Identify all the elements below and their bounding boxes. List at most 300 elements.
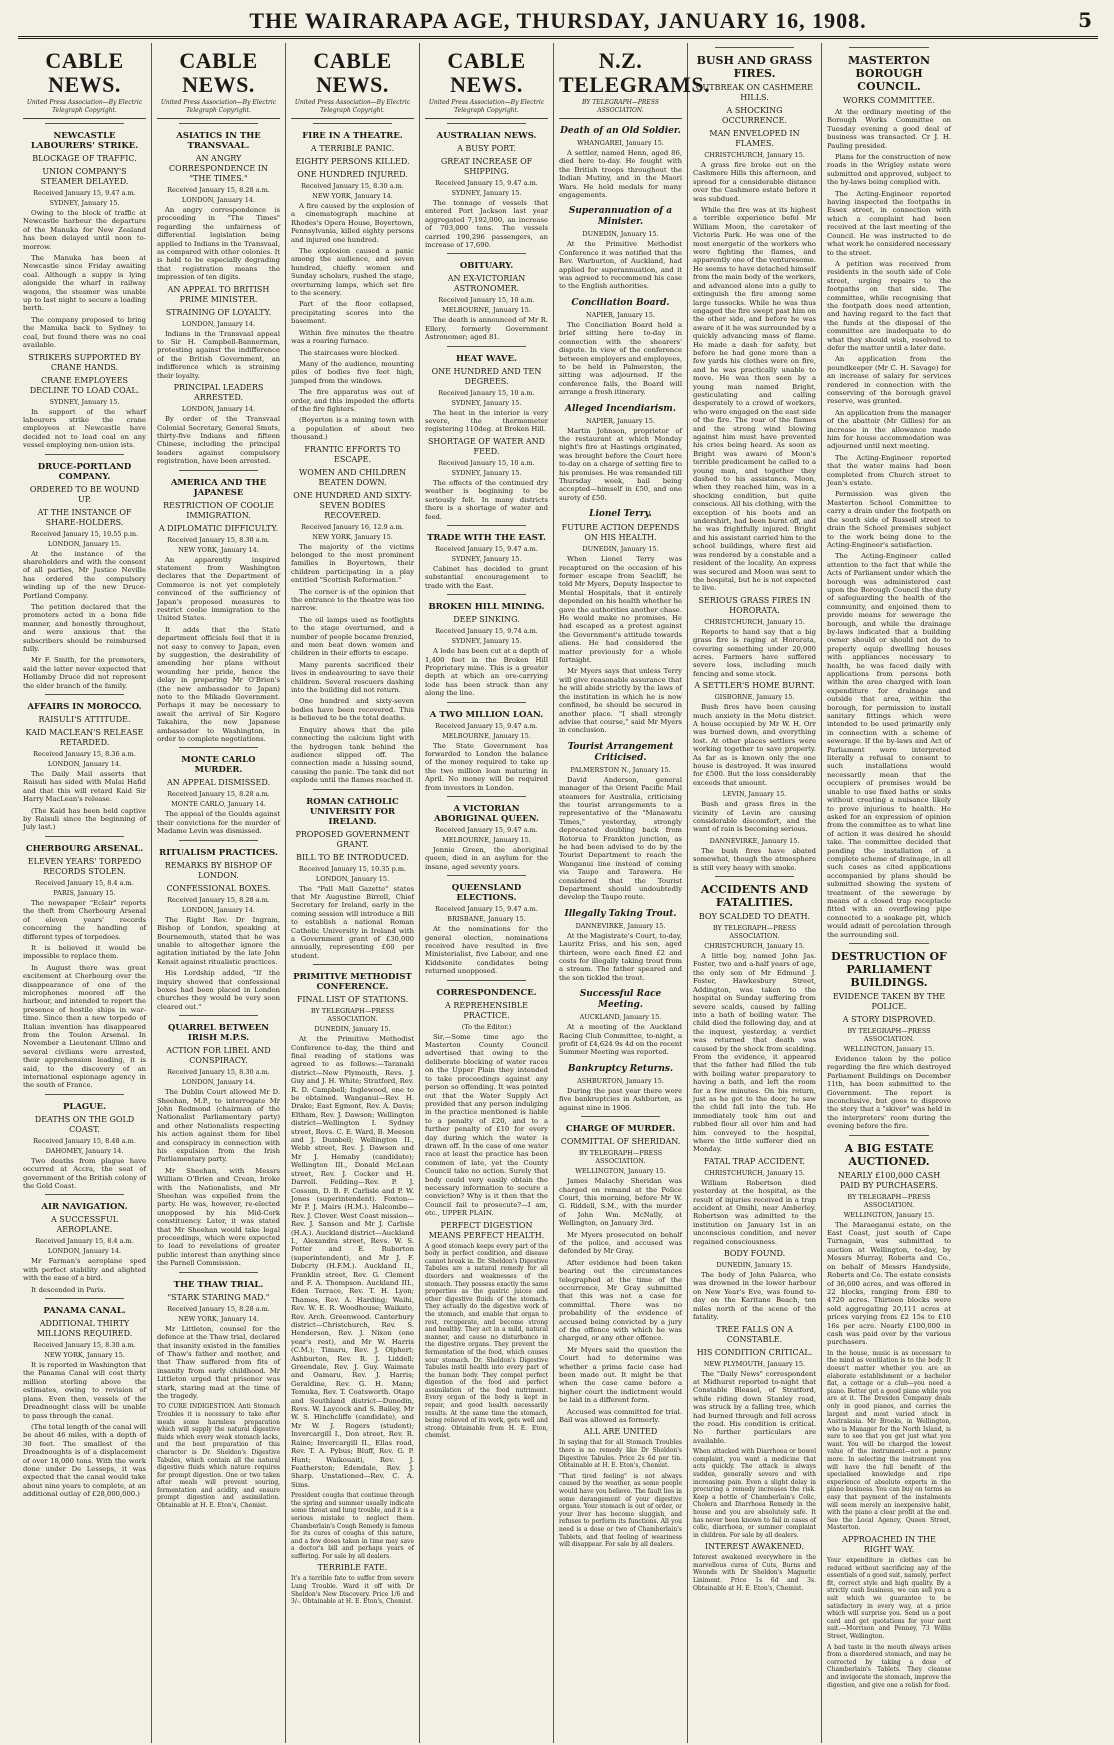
divider — [715, 876, 794, 877]
article-text: A lode has been cut at a depth of 1,400 feet in the Broken Hill Proprietary mine. This is a greater depth at which an ore-carrying lode has been struck than any along the line. — [425, 647, 548, 698]
divider — [447, 980, 526, 981]
divider — [447, 702, 526, 703]
article-subheading: OUTBREAK ON CASHMERE HILLS. — [695, 83, 814, 102]
article-text: Enquiry shows that the pile connecting the calcium light with the hydrogen tank behind the audience slipped off. The connection made a hissing sound, causing the panic. The tank did not explode until the flames reached it. — [291, 725, 414, 785]
dateline: MELBOURNE, January 15. — [442, 731, 531, 740]
article-text: (The total length of the canal will be about 46 miles, with a depth of 30 feet. The smallest of the Dreadnoughts is of a displacement of over 18,000 tons. With the work done under De Lesseps, it was expected that the canal would take about nine years to complete, at an additional outlay of £28,000,000.) — [23, 1422, 146, 1499]
article-subheading: A STORY DISPROVED. — [842, 1015, 936, 1024]
article-subheading: A SHOCKING OCCURRENCE. — [722, 106, 787, 125]
telegram-headline: Bankruptcy Returns. — [567, 1063, 674, 1074]
article-text: An application from the manager of the abattoir (Mr Gillies) for an increase in the allowance made him for house accommodation was adjourned until next meeting. — [827, 408, 951, 451]
article-subheading: ELEVEN YEARS' TORPEDO RECORDS STOLEN. — [27, 856, 142, 876]
dateline: LONDON, January 14. — [181, 405, 256, 414]
dateline: Received January 15, 8.28 a.m. — [167, 1304, 270, 1313]
dateline: BY TELEGRAPH—PRESS ASSOCIATION. — [847, 1192, 931, 1209]
dateline: DANNEVIRKE, January 15. — [709, 836, 800, 845]
divider — [715, 47, 794, 48]
article-text: The Right Rev. Dr Ingram, Bishop of London, speaking at Bournemouth, stated that he was unable to altogether ignore the agitation initiated by the late John Kensit against ritualistic practices. — [157, 915, 280, 966]
divider — [447, 796, 526, 797]
dateline: SYDNEY, January 15. — [49, 199, 120, 207]
article-headline: QUEENSLAND ELECTIONS. — [451, 883, 522, 904]
article-text: The Daily Mail asserts that Raisuli has sided with Mulai Hafid and that this will retard Kaid Sir Harry MacLean's release. — [23, 770, 146, 804]
dateline: CHRISTCHURCH, January 15. — [704, 617, 805, 626]
dateline: Received January 15, 8.30 a.m. — [167, 535, 270, 544]
dateline: Received January 15, 8.48 a.m. — [33, 1136, 136, 1145]
dateline: WHANGAREI, January 15. — [577, 139, 664, 147]
divider — [313, 789, 392, 790]
advertisement-text: "That tired feeling" is not always caused by the weather, as some people would have you believe. The fault lies in some derangement of your digestive organs. Your stomach is out of order, or your liver has become sluggish, and refuses to perform its functions. All you need is a dose or two of Chamberlain's Tablets, and that feeling of weariness will disappear. For sale by all dealers. — [559, 1472, 682, 1549]
article-headline: CHARGE OF MURDER. — [565, 1124, 676, 1135]
article-text: Mr Myers prosecuted on behalf of the police, and accused was defended by Mr Gray. — [559, 1230, 682, 1256]
news-column — [420, 43, 554, 1743]
dateline: NEW YORK, January 15. — [44, 1351, 125, 1360]
dateline: CHRISTCHURCH, January 15. — [704, 151, 805, 159]
dateline: LONDON, January 15. — [315, 874, 390, 883]
article-text: An application from the poundkeeper (Mr C. H. Savage) for an increase of salary for services rendered in connection with the conserving of the borough gravel reserve, was granted. — [827, 355, 951, 406]
article-text: When Lionel Terry was recaptured on the occasion of his former escape from Seacliff, he told Mr Myers, Deputy Inspector to Mental Hospitals, that it entirely depended on his health whether he gave the authorities another chase. He would make no promises. He had escaped as a protest against the Government's attitude towards aliens. He had considered the matter previously for a whole fortnight. — [559, 555, 682, 665]
divider — [45, 1094, 124, 1095]
dateline: NEW YORK, January 14. — [178, 1314, 259, 1323]
dateline: LONDON, January 14. — [47, 1247, 122, 1256]
article-subheading: RESTRICTION OF COOLIE IMMIGRATION. — [163, 500, 274, 520]
article-text: A fire caused by the explosion of a cinematograph machine at Rhodes's Opera House, Boyertown, Pennsylvania, killed eighty persons and injured one hundred. — [291, 202, 414, 244]
article-headline: AFFAIRS IN MOROCCO. — [27, 702, 142, 713]
article-text: A grass fire broke out on the Cashmere Hills this afternoon, and spread for a considerable distance over the Cashmere estate before it was subdued. — [693, 161, 816, 203]
divider — [179, 1272, 258, 1273]
article-subheading: ADDITIONAL THIRTY MILLIONS REQUIRED. — [36, 1319, 133, 1339]
article-text: The tonnage of vessels that entered Port Jackson last year aggregated 7,192,000, an increase of 703,000 tons. The vessels carried 190,296 passengers, an increase of 17,690. — [425, 199, 548, 250]
dateline: NAPIER, January 15. — [585, 416, 655, 425]
article-text: The effects of the continued dry weather is beginning to be seriously felt. In many districts there is a shortage of water and feed. — [425, 478, 548, 521]
article-text: A petition was received from residents in the south side of Cole street, urging repairs to the footpaths on that side. The committee, while recognising that the footpath does need attention, and having regard to the fact that the funds at the disposal of the committee are inadequate to do what they should wish, resolved to defer the matter until a later date. — [827, 259, 951, 352]
article-subheading: HIS CONDITION CRITICAL. — [696, 1347, 813, 1357]
dateline: SYDNEY, January 15. — [451, 189, 522, 197]
column-subtitle: United Press Association—By Electric Telegraph Copyright. — [291, 99, 414, 119]
section-headline: DESTRUCTION OF PARLIAMENT BUILDINGS. — [831, 950, 947, 989]
article-headline: OBITUARY. — [459, 261, 514, 272]
telegram-headline: Superannuation of a Minister. — [568, 206, 673, 228]
article-text: While the fire was at its highest a terrible experience befel Mr William Moon, the caretaker of Victoria Park. He was one of the most energetic of the workers who were fighting the flames, and apparently one of the venturesome. He seems to have detached himself from the main body of the workers, and advanced alone into a gully to extinguish the fire among some large tussocks. While he was thus engaged the fire swept past him on the other side, and before he was aware of it he was surrounded by a quickly advancing mass of flame. He made a dash for safety, but before he had gone more than a few yards his clothes were on fire, and he was practically unable to move. He was then seen by a young man named Bright, gesticulating and calling desperately to a crowd of workers, who were engaged on the east side of the fire. The roar of the flames and the strong wind blowing against him must have prevented his cries being heard. As soon as Bright was aware of Moon's terrible predicament he called to a young man, and together they dashed to his assistance. Moon, when they reached him, was in a shocking condition, but quite conscious. All his clothing, with the exception of his boots and an undershirt, had been burnt off, and he was frightfully injured. Bright and his assistant carried him to the school buildings, where first aid was rendered by a constable and a resident of the locality. An express was secured and Moon was sent to the hospital, but he is not expected to live. — [693, 206, 816, 593]
dateline: ASHBURTON, January 15. — [577, 1076, 664, 1085]
article-text: Bush and grass fires in the vicinity of Levin are causing considerable discomfort, and the want of rain is becoming serious. — [693, 800, 816, 834]
dateline: LONDON, January 14. — [181, 1078, 256, 1087]
advertisement-text: In saying that for all Stomach Troubles there is no remedy like Dr Sheldon's Digestive Tabules. Price 2s 6d per tin. Obtainable at H. E. Eton's, Chemist. — [559, 1439, 682, 1470]
dateline: Received January 15, 9.47 a.m. — [435, 179, 538, 187]
article-headline: TRADE WITH THE EAST. — [427, 532, 546, 543]
section-headline: ACCIDENTS AND FATALITIES. — [700, 883, 809, 910]
article-headline: MONTE CARLO MURDER. — [181, 755, 256, 776]
news-column — [286, 43, 420, 1743]
article-text: In support of the wharf labourers strike the crane employees at Newcastle have decided not to load coal on any vessel employing non-union ists. — [23, 407, 146, 450]
article-text: Mr F. Smith, for the promoters, said the latter never expected that Hollamby Druce did not represent the elder branch of the family. — [23, 656, 146, 690]
dateline: LONDON, January 14. — [47, 760, 122, 769]
article-subheading: EVIDENCE TAKEN BY THE POLICE. — [832, 992, 946, 1011]
article-headline: A TWO MILLION LOAN. — [429, 709, 544, 720]
article-subheading: GREAT INCREASE OF SHIPPING. — [440, 157, 533, 176]
article-text: The Maraeganui estate, on the East Coast, just south of Cape Turnagain, was submitted to auction at Wellington, to-day, by Messrs Murray, Roberts and Co., on behalf of Messrs Handyside, Roberts and Co. The estate consists of 36,600 acres, and was offered in 22 blocks, ranging from £80 to 4720 acres. Thirteen blocks were sold aggregating 20,111 acres at prices varying from £2 15s to £10 16s per acre. Nearly £100,000 in cash was paid over by the various purchasers. — [827, 1220, 951, 1347]
divider — [45, 836, 124, 837]
dateline: Received January 15, 9.47 a.m. — [435, 905, 538, 914]
article-subheading: SHORTAGE OF WATER AND FEED. — [427, 436, 546, 456]
article-subheading: RAISULI'S ATTITUDE. — [38, 715, 131, 725]
divider — [849, 1135, 929, 1136]
dateline: BRISBANE, January 15. — [447, 915, 526, 924]
dateline: WELLINGTON, January 15. — [575, 1167, 666, 1176]
section-headline: MASTERTON BOROUGH COUNCIL. — [848, 54, 930, 93]
advertisement-text: President coughs that continue through the spring and summer usually indicate some throat and lung trouble, and it is a serious mistake to neglect them. Chamberlain's Cough Remedy is famous for its cures of coughs of this nature, and a few doses taken in time may save a doctor's bill and perhaps years of suffering. For sale by all dealers. — [291, 1492, 414, 1560]
article-subheading: APPROACHED IN THE RIGHT WAY. — [842, 1535, 936, 1554]
dateline: SYDNEY, January 15. — [451, 554, 522, 563]
article-text: Mr Myers said the question the Court had to determine was whether a prima facie case had been made out. It might be that when the case came before a higher court the indictment would be laid in a different form. — [559, 1345, 682, 1405]
article-subheading: TREE FALLS ON A CONSTABLE. — [716, 1324, 793, 1344]
article-text: The Conciliation Board held a brief sitting here to-day in connection with the shearers' dispute. In view of the conference between employers and employees, to be held in Palmerston, the sitting was adjourned. If the conference fails, the Board will arrange a fresh itinerary. — [559, 320, 682, 397]
dateline: SYDNEY, January 15. — [451, 637, 522, 646]
article-text: Mr Myers says that unless Terry will give reasonable assurance that he will abide strictly by the laws of the institution in which he is now confined, he should be secured in another place. "I shall strongly advise that course," said Mr Myers in conclusion. — [559, 667, 682, 735]
news-column — [152, 43, 286, 1743]
article-text: The appeal of the Goulds against their convictions for the murder of Madame Levin was dismissed. — [157, 810, 280, 836]
article-headline: RITUALISM PRACTICES. — [159, 847, 278, 858]
divider — [849, 47, 929, 48]
divider — [447, 875, 526, 876]
dateline: NAPIER, January 15. — [585, 310, 655, 319]
advertisement-text: A bad taste in the mouth always arises from a disordered stomach, and may be corrected by taking a dose of Chamberlain's Tablets. They cleanse and invigorate the stomach, improve the digestion, and give one a relish for food. — [827, 1643, 951, 1689]
article-subheading: A SUCCESSFUL AEROPLANE. — [50, 1215, 119, 1235]
article-text: Many of the audience, mounting piles of bodies five feet high, jumped from the windows. — [291, 359, 414, 385]
article-text: Sir,—Some time ago the Masterton County Council advertised that owing to the deliberate blocking of water races on the Upper Plain they intended to take proceedings against any person so offending. It was pointed out that the Water Supply Act provided that any person indulging in the practice mentioned is liable to a penalty of £20, and to a further penalty of £10 for every day during which the water is drawn off. In the case of one water race at least the practice has been common of late, yet the County Council take no action. Surely that body could very easily obtain the necessary information to secure a conviction? Why is it then that the Council fail to prosecute?—I am, etc., UPPER PLAIN. — [425, 1032, 548, 1218]
dateline: NEW YORK, January 15. — [312, 532, 393, 541]
article-text: At a meeting of the Auckland Racing Club Committee, to-night, a profit of £4,624 9s 4d on the recent Summer Meeting was reported. — [559, 1023, 682, 1057]
article-text: The Dublin Court allowed Mr D. Sheehan, M.P., to interrogate Mr John Redmond (chairman of the Nationalist Parliamentary party) and other Nationalists respecting his action against them for libel and conspiracy in connection with his expulsion from the Irish Parliamentary party. — [157, 1088, 280, 1164]
dateline: PALMERSTON N., January 15. — [570, 765, 671, 774]
dateline: Received January 15, 9.47 a.m. — [435, 721, 538, 730]
advertisement-text: A good stomach keeps every part of the body in perfect condition, and disease cannot break in. Dr. Sheldon's Digestive Tabules are a natural remedy for all disorders and weaknesses of the stomach. They possess exactly the same properties as the gastric juices and other digestive fluids of the stomach. They actually do the digestive work of the stomach, and enable that organ to rest, recuperate, and become strong and healthy. They act in a mild, natural manner, and cause no disturbance in the digestive organs. They prevent the fermentation of the food, which causes sour stomach. Dr. Sheldon's Digestive Tabules instil health into every part of the human body. They compel perfect digestion of the food and perfect assimilation of the food nutriment. Every organ of the body is kept in repair, and good health necessarily results. At the same time the stomach, being relieved of its work, gets well and strong. Obtainable from H. E. Eton, chemist. — [425, 1242, 548, 1440]
dateline: SYDNEY, January 15. — [49, 397, 120, 406]
article-subheading: STRAINING OF LOYALTY. — [165, 307, 272, 317]
advertisement-text: In the house, music is as necessary to the mind as ventilation is to the body. It doesn't matter whether you are an elaborate establishment or a bachelor flat, a cottage or a club—you need a piano. Better get a good piano while you are at it. The Dresden Company deals only in good pianos, and carries the largest and most varied stock in Australasia. Mr Brooks, in Wellington, who is Manager for the North Island, is sure to see that you get just what you want. You will be charged the lowest value of the instrument—not a penny more. In selecting the instrument you will have the full benefit of the specialised knowledge and ripe experience of absolute experts in the piano business. You can buy on terms as easy that payment of the instalments will seem merely an inexpensive habit, with the piano a clear profit at the end. See the Local Agency, Queen Street, Masterton. — [827, 1349, 951, 1532]
article-subheading: AN ANGRY CORRESPONDENCE IN "THE TIMES." — [169, 154, 268, 183]
article-headline: NEWCASTLE LABOURERS' STRIKE. — [30, 131, 139, 151]
column-title: CABLE NEWS. — [313, 48, 392, 97]
divider — [447, 123, 526, 124]
dateline: MELBOURNE, January 15. — [442, 836, 531, 844]
article-subheading: UNION COMPANY'S STEAMER DELAYED. — [40, 167, 129, 186]
article-text: At the Primitive Methodist Conference it was notified that the Rev. Warburton, of Auckland, had applied for superannuation, and it was agreed to recommend his case to the English authorities. — [559, 240, 682, 291]
article-text: It descended in Paris. — [31, 1285, 106, 1294]
article-text: The Acting-Engineer called attention to the fact that while the Acts of Parliament under which the borough was administered cast upon the Borough Council the duty of safeguarding the health of the community, and enjoined them to provide means for sewerage the borough, and while the drainage by-laws indicated that a building owner should or should not do to properly equip dwelling houses with appliances necessary to health, he was faced daily with applications from persons both within the area charged with loan expenditure for drainage and outside that area, within the borough, for permission to install sanitary fittings which were intended to be used primarily only in connection with a scheme of sewerage. If the by-laws and Act of Parliament were interpreted literally a refusal to consent to such installations would necessarily mean that the occupiers of premises would be unable to use fixed baths or sinks without creating a nuisance likely to prove injurious to health. He asked for an expression of opinion from the committee as to what line of action it was desired he should take. The committee decided that pending the installation of a complete scheme of drainage, in all such cases as cited applications accompanied by plans should be submitted showing the system of treatment of the sewerage by means of a closed trap receptacle fitted with an overflowing pipe connected to a soakage pit, which would admit of percolation through the surrounding soil. — [827, 552, 951, 939]
dateline: DUNEDIN, January 15. — [716, 1261, 793, 1270]
article-headline: A VICTORIAN ABORIGINAL QUEEN. — [434, 804, 539, 824]
telegram-headline: Successful Race Meeting. — [579, 989, 662, 1011]
article-text: A settler, named Henn, aged 86, died here to-day. He fought with the British troops throughout the Indian Mutiny, and in the Maori Wars. He held medals for many engagements. — [559, 149, 682, 200]
divider — [179, 1015, 258, 1016]
dateline: LEVIN, January 15. — [722, 790, 787, 799]
article-subheading: ONE HUNDRED AND TEN DEGREES. — [431, 366, 542, 386]
article-subheading: BODY FOUND. — [723, 1249, 786, 1259]
article-subheading: AN EX-VICTORIAN ASTRONOMER. — [447, 274, 526, 294]
dateline: LONDON, January 14. — [181, 905, 256, 914]
article-text: It is believed it would be impossible to replace them. — [23, 943, 146, 961]
article-headline: FIRE IN A THEATRE. — [302, 131, 403, 141]
dateline: Received January 15, 8.30 a.m. — [33, 1341, 136, 1350]
dateline: BY TELEGRAPH—PRESS ASSOCIATION. — [847, 1027, 931, 1043]
dateline: Received January 15, 8.28 a.m. — [167, 186, 270, 194]
article-subheading: CRANE EMPLOYEES DECLINE TO LOAD COAL. — [29, 375, 140, 395]
telegram-headline: Illegally Taking Trout. — [564, 908, 677, 919]
divider — [179, 123, 258, 124]
article-text: During the past year there were five bankruptcies in Ashburton, as against nine in 1906. — [559, 1086, 682, 1112]
column-title: N.Z. TELEGRAMS. — [559, 48, 711, 97]
article-text: The fire apparatus was out of order, and this impeded the efforts of the fire fighters. — [291, 388, 414, 413]
telegram-headline: Lionel Terry. — [589, 509, 652, 520]
article-subheading: A BUSY PORT. — [457, 144, 516, 153]
article-text: The Acting-Engineer reported that the water mains had been completed from Church street to Jean's estate. — [827, 453, 951, 488]
advertisement-text: TO CURE INDIGESTION. Anti Stomach Troubles it is necessary to take after meals some harmless preparation which will supply the natural digestive fluids which every weak stomach lacks, and the best preparation of this character is Dr. Sheldon's Digestive Tabules, which contain all the natural digestive fluids which nature requires for prompt digestion. One or two taken after meals will prevent souring, fermentation and acidity, and ensure prompt digestion and assimilation. Obtainable at H. E. Eton's, Chemist. — [157, 1403, 280, 1510]
article-subheading: REMARKS BY BISHOP OF LONDON. — [164, 860, 273, 880]
dateline: NEW YORK, January 14. — [178, 545, 259, 554]
dateline: NEW YORK, January 14. — [312, 192, 393, 200]
article-text: The corner is of the opinion that the entrance to the theatre was too narrow. — [291, 587, 414, 613]
article-subheading: STRIKERS SUPPORTED BY CRANE HANDS. — [28, 352, 141, 372]
article-headline: CHERBOURG ARSENAL. — [25, 843, 144, 854]
column-title: CABLE NEWS. — [179, 48, 258, 97]
article-headline: CORRESPONDENCE. — [436, 987, 537, 998]
article-text: The State Government has forwarded to London the balance of the money required to take up the two million loan maturing in April. No money will be required from investors in London. — [425, 741, 548, 792]
article-text: The Acting-Engineer reported having inspected the footpaths in Essex street, in connection with which a complaint had been received at the last meeting of the Council. He was instructed to do what work he considered necessary to the street. — [827, 189, 951, 257]
dateline: DUNEDIN, January 15. — [582, 230, 659, 239]
article-subheading: WORKS COMMITTEE. — [842, 96, 936, 105]
article-text: The heat in the interior is very severe, the thermometer registering 110deg. at Broken Hill. — [425, 408, 548, 434]
article-subheading: COMMITTAL OF SHERIDAN. — [560, 1137, 681, 1147]
article-text: After evidence had been taken bearing out the circumstances telegraphed at the time of the occurrence, Mr Gray submitted that this was not a case for committal. There was no probability of the evidence of accused being convicted by a jury of the offence with which he was charged, or any other offence. — [559, 1258, 682, 1343]
dateline: Received January 15, 9.47 a.m. — [33, 189, 136, 197]
article-text: The newspaper "Eclair" reports the theft from Cherbourg Arsenal of eleven years' records concerning the handling of different types of torpedoes. — [23, 898, 146, 941]
article-text: Cabinet has decided to grant substantial encouragement to trade with the East. — [425, 564, 548, 590]
divider — [581, 1116, 660, 1117]
dateline: Received January 15, 9.47 a.m. — [435, 826, 538, 834]
dateline: Received January 15, 10 a.m. — [438, 458, 535, 467]
article-headline: BROKEN HILL MINING. — [428, 602, 545, 613]
article-text: Many parents sacrificed their lives in endeavouring to save their children. Several rescuers dashing into the building did not return. — [291, 660, 414, 695]
article-text: The company proposed to bring the Manuka back to Sydney to coal, but found there was no coal available. — [23, 315, 146, 350]
article-headline: AUSTRALIAN NEWS. — [436, 131, 537, 141]
article-subheading: AT THE INSTANCE OF SHARE-HOLDERS. — [37, 507, 132, 527]
divider — [179, 747, 258, 748]
article-text: One hundred and sixty-seven bodies have been recovered. This is believed to be the total deaths. — [291, 697, 414, 723]
news-column — [18, 43, 152, 1743]
column-subtitle: United Press Association—By Electric Telegraph Copyright. — [23, 99, 146, 119]
dateline: AUCKLAND, January 15. — [579, 1013, 662, 1022]
article-subheading: ALL ARE UNITED — [583, 1427, 658, 1437]
article-subheading: A SETTLER'S HOME BURNT. — [694, 681, 815, 691]
article-text: (Boyerton is a mining town with a population of about two thousand.) — [291, 416, 414, 442]
article-text: The death is announced of Mr R. Ellery, formerly Government Astronomer; aged 81. — [425, 316, 548, 342]
dateline: Received January 15, 9.74 a.m. — [435, 627, 538, 636]
article-text: Jennie Green, the aboriginal queen, died in an asylum for the insane, aged seventy years. — [425, 846, 548, 871]
article-text: Evidence taken by the police regarding the fire which destroyed Parliament Buildings on December 11th, has been submitted to the Government. The report is inconclusive, but goes to disprove the story that a "skiver" was held in the interpreters' room during the evening before the fire. — [827, 1055, 951, 1131]
article-subheading: FRANTIC EFFORTS TO ESCAPE. — [304, 444, 401, 464]
divider — [849, 943, 929, 944]
article-text: William Robertson died yesterday at the hospital, as the result of injuries received in a trap accident at Omihi, near Amberley. Robertson was admitted to the institution on January 1st in an unconscious condition, and never regained consciousness. — [693, 1178, 816, 1246]
dateline: LONDON, January 14. — [181, 319, 256, 328]
article-text: The "Pall Mall Gazette" states that Mr Augustine Birrell, Chief Secretary for Ireland, early in the coming session will introduce a Bill to establish a national Roman Catholic University in Ireland with a Government grant of £30,000 annually, representing £60 per student. — [291, 884, 414, 960]
column-subtitle: United Press Association—By Electric Telegraph Copyright. — [157, 99, 280, 119]
article-subheading: ONE HUNDRED AND SIXTY-SEVEN BODIES RECOVERED. — [293, 490, 412, 520]
dateline: LONDON, January 15. — [47, 539, 122, 548]
article-subheading: TERRIBLE FATE. — [317, 1563, 388, 1573]
telegram-headline: Death of an Old Soldier. — [560, 126, 681, 136]
dateline: BY TELEGRAPH—PRESS ASSOCIATION. — [578, 1149, 663, 1166]
dateline: Received January 15, 8.30 a.m. — [167, 1068, 270, 1077]
divider — [45, 454, 124, 455]
dateline: NEW PLYMOUTH, January 15. — [703, 1359, 806, 1368]
article-subheading: ORDERED TO BE WOUND UP. — [29, 484, 140, 504]
article-subheading: A REPREHENSIBLE PRACTICE. — [445, 1000, 528, 1020]
article-subheading: FINAL LIST OF STATIONS. — [296, 995, 409, 1005]
article-subheading: MAN ENVELOPED IN FLAMES. — [709, 129, 800, 148]
article-text: At the ordinary meeting of the Borough Works Committee on Tuesday evening a good deal of business was transacted. Cr J. H. Pauling presided. — [827, 108, 951, 150]
dateline: Received January 15, 8.28 a.m. — [167, 790, 270, 799]
article-text: At the nominations for the general election, nominations received have resulted in five Ministerialist, five Labour, and one Kiddsonite candidates being returned unopposed. — [425, 925, 548, 976]
dateline: CHRISTCHURCH, January 15. — [704, 942, 805, 951]
article-text: It is reported in Washington that the Panama Canal will cost thirty million sterling above the estimates, owing to revision of plans. Even then, vessels of the Dreadnought class will be unable to pass through the canal. — [23, 1361, 146, 1420]
dateline: (To the Editor.) — [461, 1022, 512, 1031]
dateline: MONTE CARLO, January 14. — [171, 800, 266, 809]
article-subheading: PERFECT DIGESTION MEANS PERFECT HEALTH. — [428, 1220, 545, 1240]
article-text: At the instance of the shareholders and with the consent of all parties, Mr Justice Neville has ordered the compulsory winding up of the new Druce-Portland Company. — [23, 549, 146, 600]
article-text: Martin Johnson, proprietor of the restaurant at which Monday night's fire at Hastings originated, was brought before the Court here to-day on a charge of setting fire to his premises. He was remanded till Thursday week, bail being accepted—himself in £50, and one surety of £50. — [559, 426, 682, 502]
divider — [447, 253, 526, 254]
article-text: The petition declared that the promoters acted in a bona fide manner, and honestly throughout, and were anxious that the subscribers should be reimbursed fully. — [23, 602, 146, 653]
telegram-headline: Tourist Arrangement Criticised. — [567, 741, 674, 763]
article-headline: PRIMITIVE METHODIST CONFERENCE. — [293, 972, 412, 993]
article-subheading: WOMEN AND CHILDREN BEATEN DOWN. — [299, 467, 406, 487]
article-text: A little boy, named John Jas. Foster, two and a-half years of age, the only son of Mr Edmund J. Foster, Hawkesbury Street, Addington, was taken to the hospital on Sunday suffering from severe scalds, caused by falling into a bath of boiling water. The child died the following day, and at the inquest, yesterday, a verdict was returned that death was caused by the shock from scalding. From the evidence, it appeared that the father had filled the tub with boiling water preparatory to having a bath, and left the room for a few minutes. On his return, just as he got to the door, he saw the child fall into the tub. He immediately took him out and rubbed flour all over him and had him conveyed to the hospital, where the little sufferer died on Monday. — [693, 952, 816, 1154]
advertisement-text: Interest awakened everywhere in the marvellous cures of Cuts, Burns and Wounds with Dr Sheldon's Magnetic Liniment. Price 1s 6d and 3s. Obtainable at H. E. Eton's, Chemist. — [693, 1554, 816, 1592]
divider — [447, 525, 526, 526]
article-subheading: "STARK STARING MAD." — [167, 1292, 270, 1302]
divider — [179, 840, 258, 841]
article-text: Reports to hand say that a big grass fire is raging at Hororata, covering something under 20,000 acres. Farmers have suffered severe loss, including much fencing and some stock. — [693, 627, 816, 678]
column-title: CABLE NEWS. — [447, 48, 526, 97]
article-text: The Manuka has been at Newcastle since Friday awaiting coal. Although a suppy is lying alongside the wharf in railway wagons, the steamer was unable up to last night to secure a loading berth. — [23, 254, 146, 313]
article-text: Accused was committed for trial. Bail was allowed as formerly. — [559, 1407, 682, 1425]
dateline: SYDNEY, January 15. — [451, 398, 522, 407]
divider — [313, 964, 392, 965]
article-text: Mr Littleton, counsel for the defence at the Thaw trial, declared that insanity existed in the families of Thaw's father and mother, and that Thaw suffered from fits of insanity from early childhood. Mr Littleton urged that prisoner was stark, staring mad at the time of the tragedy. — [157, 1324, 280, 1400]
article-text: An angry correspondence is proceeding in "The Times" regarding the unfairness of differential legislation being applied to Indians in the Transvaal, as compared with other colonies. It is held to be especially degrading that registration means the impression of ten digits. — [157, 206, 280, 282]
advertisement-text: Your expenditure in clothes can be reduced without sacrificing any of the essentials of a good suit, namely, perfect fit, correct style and high quality. By a strictly cash business, we can sell you a suit which we guarantee to be satisfactory in every way, at a price which will surprise you. Send us a post card and get quotations for your next suit.—Morrison and Penney, 73 Willis Street, Wellington. — [827, 1557, 951, 1640]
section-headline: BUSH AND GRASS FIRES. — [696, 54, 813, 80]
article-headline: PANAMA CANAL. — [43, 1306, 126, 1317]
dateline: GISBORNE, January 15. — [714, 693, 795, 702]
columns — [18, 43, 1098, 1743]
dateline: Received January 15, 10.55 p.m. — [30, 529, 139, 538]
article-subheading: BILL TO BE INTRODUCED. — [296, 852, 409, 862]
dateline: DAHOMEY, January 14. — [45, 1146, 124, 1155]
article-subheading: PROPOSED GOVERNMENT GRANT. — [295, 829, 410, 849]
article-text: By order of the Transvaal Colonial Secretary, General Smuts, thirty-five Indians and fifteen Chinese, including the principal leaders against compulsory registration, have been arrested. — [157, 415, 280, 466]
article-text: Within five minutes the theatre was a roaring furnace. — [291, 328, 414, 346]
article-subheading: INTEREST AWAKENED. — [705, 1542, 804, 1552]
divider — [179, 470, 258, 471]
article-subheading: FUTURE ACTION DEPENDS ON HIS HEALTH. — [561, 523, 680, 543]
page-number: 5 — [1078, 8, 1092, 32]
article-headline: AIR NAVIGATION. — [41, 1202, 128, 1213]
dateline: WELLINGTON, January 15. — [843, 1045, 935, 1053]
article-text: The body of John Palarca, who was drowned in the lower harbour on New Year's Eve, was found to-day on the Karitane Beach, ten miles north of the scene of the fatality. — [693, 1271, 816, 1322]
article-text: Owing to the block of traffic at Newcastle harbour the departure of the Manuka for New Zealand has been delayed until noon to-morrow. — [23, 209, 146, 251]
news-column — [822, 43, 956, 1743]
article-text: James Malachy Sheridan was charged on remand at the Police Court, this morning, before Mr W. G. Riddell, S.M., with the murder of John Wm. McNally, at Wellington, on January 3rd. — [559, 1177, 682, 1228]
article-subheading: A DIPLOMATIC DIFFICULTY. — [158, 523, 279, 533]
article-text: Mr Sheehan, with Messrs William O'Brien and Crean, broke with the Nationalists, and Mr Sheehan was expelled from the party. He was, however, re-elected unopposed by his Mid-Cork constituency. Later, it was stated that Mr Sheehan would take legal proceedings, which were expected to lead to revelations of greater public interest than anything since the Parnell Commission. — [157, 1166, 280, 1268]
article-text: Indians in the Transvaal appeal to Sir H. Campbell-Bannerman, protesting against the indifference of the British Government, an indifference which is straining their loyalty. — [157, 329, 280, 380]
article-text: An apparently inspired statement from Washington declares that the Department of Commerce is not yet completely convinced of the sufficiency of Japan's proposed measures to restrict coolie immigration to the United States. — [157, 555, 280, 623]
article-text: The oil lamps used as footlights to the stage overturned, and a number of people became frenzied, and men beat down women and children in their efforts to escape. — [291, 615, 414, 658]
article-text: Two deaths from plague have occurred at Accra, the seat of government of the British colony of the Gold Coast. — [23, 1156, 146, 1191]
article-headline: THE THAW TRIAL. — [173, 1279, 264, 1290]
article-text: Permission was given the Masterton School Committee to carry a drain under the footpath on the south side of Russell street to drain the School premises subject to the work being done to the Acting-Engineer's satisfaction. — [827, 490, 951, 549]
article-subheading: A TERRIBLE PANIC. — [310, 144, 395, 153]
dateline: PARIS, January 15. — [53, 888, 116, 897]
article-subheading: KAID MACLEAN'S RELEASE RETARDED. — [25, 728, 144, 748]
article-subheading: DEATHS ON THE GOLD COAST. — [34, 1114, 135, 1134]
article-subheading: CONFESSIONAL BOXES. — [166, 883, 271, 893]
advertisement-text: It's a terrible fate to suffer from severe Lung Trouble. Ward it off with Dr Sheldon's New Discovery. Price 1/6 and 3/-. Obtainable at H. E. Eton's, Chemist. — [291, 1575, 414, 1606]
article-subheading: NEARLY £100,000 CASH PAID BY PURCHASERS. — [837, 1170, 941, 1190]
telegram-headline: Alleged Incendiarism. — [565, 403, 676, 414]
article-subheading: BLOCKAGE OF TRAFFIC. — [32, 154, 137, 163]
dateline: DANNEVIRKE, January 15. — [575, 921, 666, 930]
article-text: In August there was great excitement at Cherbourg over the disappearance of one of the microphones moored off the harbour, and intended to report the presence of hostile ships in war-time. Since then a new torpedo of Italian invention has disappeared from the Toulon Arsenal. In November a Lieutenant Ullmo and several civilians were arrested, their apprehension leading, it is said, to the discovery of an international espionage agency in the south of France. — [23, 963, 146, 1090]
dateline: Received January 16, 12.9 a.m. — [301, 522, 404, 531]
article-text: Mr Farman's aeroplane sped with perfect stability and alighted with the ease of a bird. — [23, 1257, 146, 1283]
article-text: The explosion caused a panic among the audience, and seven hundred, chiefly women and Sunday scholars, rushed the stage, overturning lamps, which set fire to the scenery. — [291, 247, 414, 298]
article-subheading: AN APPEAL TO BRITISH PRIME MINISTER. — [167, 284, 270, 304]
column-subtitle: BY TELEGRAPH—PRESS ASSOCIATION. — [559, 99, 682, 119]
article-subheading: ONE HUNDRED INJURED. — [297, 170, 408, 179]
dateline: BY TELEGRAPH—PRESS ASSOCIATION. — [310, 1007, 395, 1024]
dateline: Received January 15, 8.36 a.m. — [33, 750, 136, 759]
article-subheading: PRINCIPAL LEADERS ARRESTED. — [173, 383, 264, 403]
article-subheading: ACTION FOR LIBEL AND CONSPIRACY. — [166, 1046, 271, 1066]
article-headline: ROMAN CATHOLIC UNIVERSITY FOR IRELAND. — [306, 796, 399, 827]
divider — [447, 346, 526, 347]
dateline: Received January 15, 8.4 a.m. — [35, 1237, 134, 1246]
article-subheading: BOY SCALDED TO DEATH. — [698, 912, 811, 922]
article-text: The "Daily News" correspondent at Midhurst reported to-night that Constable Bleasel, of Stratford, while riding down Stanley road, was struck by a falling tree, which had burned through and fell across the road. His condition is critical. No further particulars are available. — [693, 1369, 816, 1445]
dateline: MELBOURNE, January 15. — [442, 306, 531, 315]
masthead — [18, 6, 1098, 39]
article-text: Bush fires have been causing much anxiety in the Motu district. A house occupied by Mr W. H. Orr was burned down, and everything lost. At other places settlers were working together to save property. As far as is known only the one house is destroyed. It was insured for £500. But the loss considerably exceeds that amount. — [693, 703, 816, 787]
article-text: The staircases were blocked. — [299, 348, 400, 357]
dateline: Received January 15, 10 a.m. — [438, 388, 535, 397]
article-text: Plans for the construction of new roads in the Wrigley estate were submitted and approved, subject to the by-laws being complied with. — [827, 153, 951, 187]
dateline: WELLINGTON, January 15. — [843, 1210, 935, 1219]
divider — [313, 123, 392, 124]
dateline: Received January 15, 8.28 a.m. — [167, 895, 270, 904]
dateline: SYDNEY, January 15. — [451, 468, 522, 477]
article-text: At the Magistrate's Court, to-day, Lauritz Friss, and his son, aged thirteen, were each fined £2 and costs for illegally taking trout from a stream. The father speared and the son tickled the trout. — [559, 931, 682, 982]
news-column — [688, 43, 822, 1743]
column-subtitle: United Press Association—By Electric Telegraph Copyright. — [425, 99, 548, 119]
article-subheading: FATAL TRAP ACCIDENT. — [704, 1156, 805, 1166]
news-column — [554, 43, 711, 1743]
section-headline: A BIG ESTATE AUCTIONED. — [844, 1141, 934, 1168]
divider — [447, 594, 526, 595]
article-text: It adds that the State department officials feel that it is not easy to convey to Japan, even by suggestion, the desirability of amending her plans without wounding her pride, hence the delay in preparing Mr O'Brien's (the new ambassador to Japan) note to the Mikado Government. Perhaps it may be necessary to await the arrival of Sir Kogoro Takahira, the new Japanese ambassador to Washington, in order to complete negotiations. — [157, 625, 280, 744]
article-headline: ASIATICS IN THE TRANSVAAL. — [176, 131, 261, 151]
